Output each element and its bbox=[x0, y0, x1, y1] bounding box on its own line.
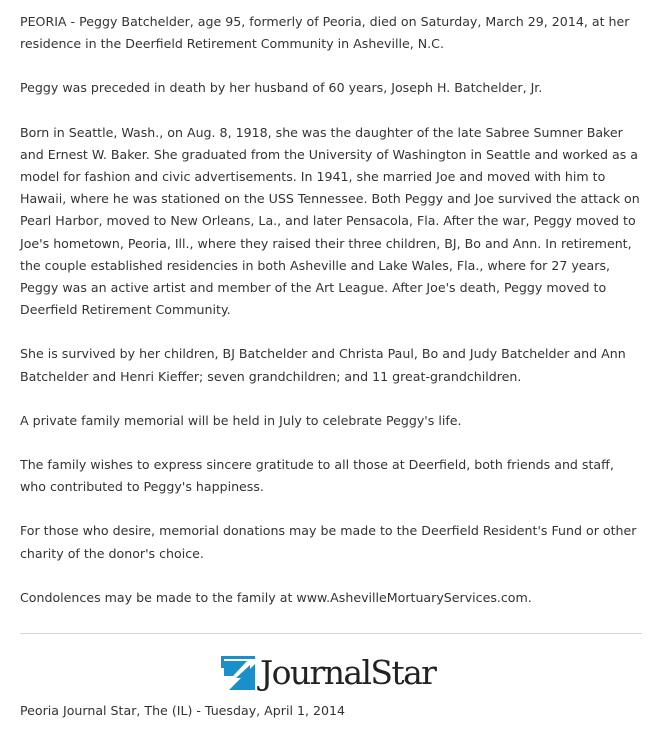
paragraph-intro: PEORIA - Peggy Batchelder, age 95, formerly of Peoria, died on Saturday, March 29, 2014, at her residence in the Deerfield Retirement Community in Asheville, N.C. bbox=[20, 14, 630, 52]
obituary-article bbox=[20, 11, 642, 631]
paragraph-gratitude: The family wishes to express sincere gratitude to all those at Deerfield, both friends and staff, who contributed to Peggy's happiness. bbox=[20, 457, 614, 495]
paragraph-preceded: Peggy was preceded in death by her husband of 60 years, Joseph H. Batchelder, Jr. bbox=[20, 80, 543, 96]
paragraph-donations: For those who desire, memorial donations may be made to the Deerfield Resident's Fund or other charity of the donor's choice. bbox=[20, 523, 637, 561]
paragraph-condolences: Condolences may be made to the family at www.AshevilleMortuaryServices.com. bbox=[20, 589, 532, 605]
journal-star-logo-icon bbox=[221, 656, 255, 690]
source-line: Peoria Journal Star, The (IL) - Tuesday, April 1, 2014 bbox=[20, 703, 346, 718]
paragraph-biography: Born in Seattle, Wash., on Aug. 8, 1918, she was the daughter of the late Sabree Sumner Baker and Ernest W. Baker. She graduated from the University of Washington in Seattle and worked as a model for fashion and civic advertisements. In 1941, she married Joe and moved with him to Hawaii, where he was stationed on the USS Tennessee. Both Peggy and Joe survived the attack on Pearl Harbor, moved to New Orleans, La., and later Pensacola, Fla. After the war, Peggy moved to Joe's hometown, Peoria, Ill., where they raised their three children, BJ, Bo and Ann. In retirement, the couple established residencies in both Asheville and Lake Wales, Fla., where for 27 years, Peggy was an active artist and member of the Art League. After Joe's death, Peggy moved to Deerfield Retirement Community. bbox=[20, 124, 640, 318]
journal-star-logo bbox=[221, 653, 435, 693]
paragraph-survivors: She is survived by her children, BJ Batchelder and Christa Paul, Bo and Judy Batchelder and Ann Batchelder and Henri Kieffer; seven grandchildren; and 11 great-grandchildren. bbox=[20, 346, 626, 384]
paragraph-memorial: A private family memorial will be held in July to celebrate Peggy's life. bbox=[20, 412, 462, 428]
divider bbox=[20, 633, 642, 634]
journal-star-logo-text: JournalStar bbox=[260, 653, 436, 692]
